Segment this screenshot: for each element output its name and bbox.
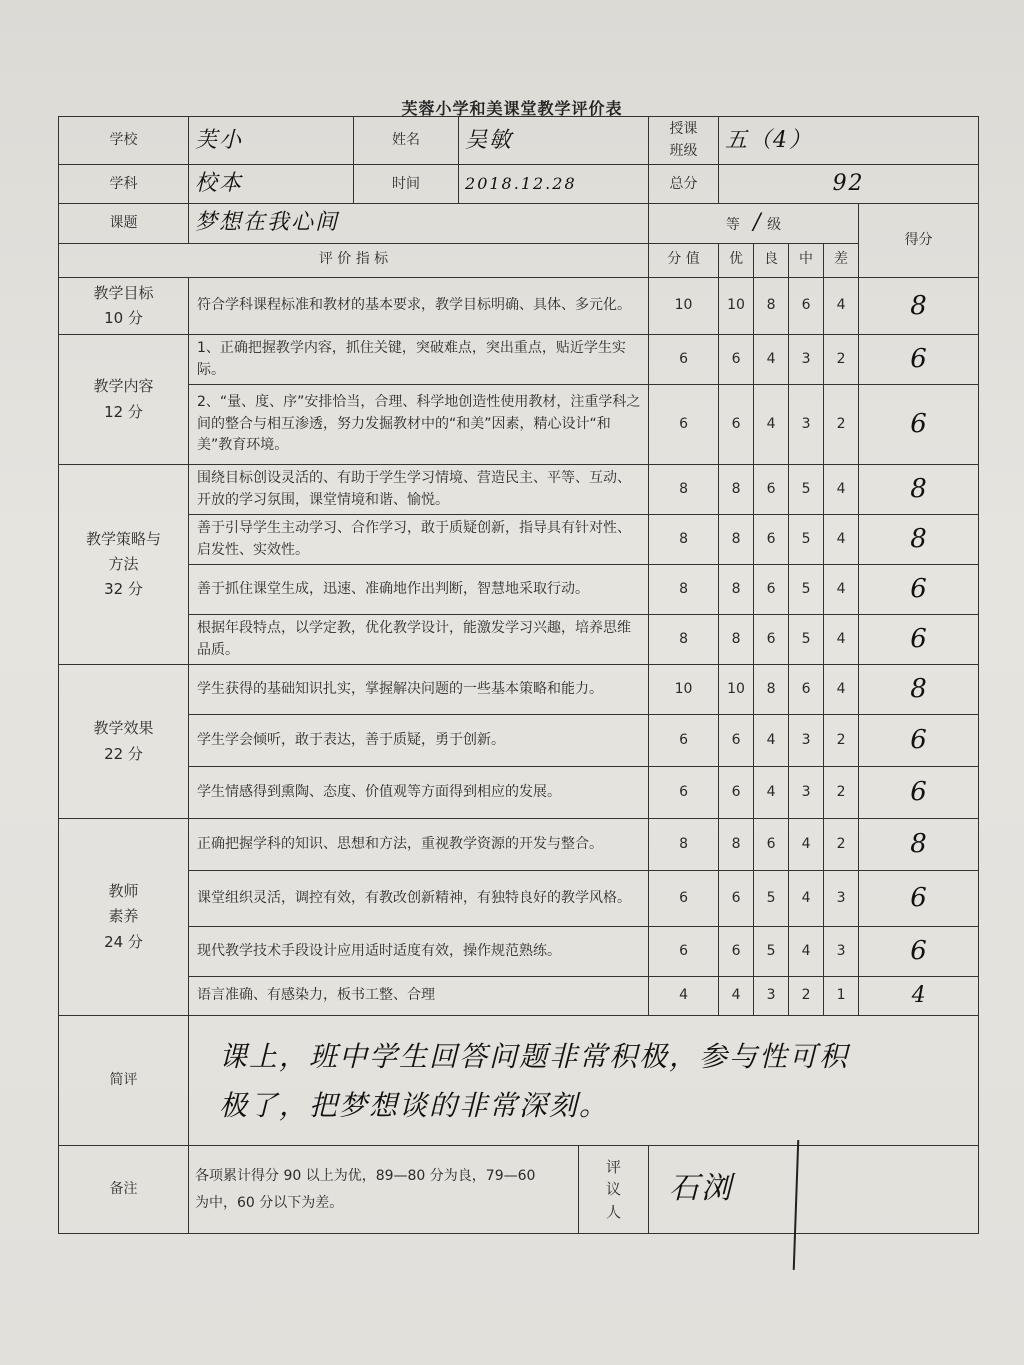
header-row-school: [59, 117, 979, 165]
col-medium: 中: [789, 243, 824, 277]
comment-row: [59, 1016, 979, 1146]
table-row: 教学策略与 方法 32 分 围绕目标创设灵活的、有助于学生学习情境、营造民主、平等、互动、开放的学习氛围，课堂情境和谐、愉悦。 8 8 6 5 4 8: [59, 465, 979, 515]
school-value: 芙小: [189, 117, 354, 165]
table-row: 教学内容 12 分 1、正确把握教学内容，抓住关键，突破难点，突出重点，贴近学生实际。 6 6 4 3 2 6: [59, 335, 979, 385]
time-value: 2018.12.28: [459, 165, 649, 204]
category-strategy: 教学策略与 方法 32 分: [59, 465, 189, 665]
subject-label: 学科: [59, 165, 189, 204]
header-row-subject: [59, 165, 979, 204]
score-cell: 6: [859, 767, 979, 819]
score-cell: 6: [859, 335, 979, 385]
table-row: 课堂组织灵活，调控有效，有教改创新精神，有独特良好的教学风格。 6 6 5 4 3 6: [59, 871, 979, 927]
score-cell: 8: [859, 465, 979, 515]
score-cell: 4: [859, 977, 979, 1016]
table-row: 教学目标 10 分 符合学科课程标准和教材的基本要求，教学目标明确、具体、多元化。 10 10 8 6 4 8: [59, 277, 979, 335]
table-row: 现代教学技术手段设计应用适时适度有效，操作规范熟练。 6 6 5 4 3 6: [59, 927, 979, 977]
score-cell: 6: [859, 385, 979, 465]
topic-value: 梦想在我心间: [189, 204, 649, 243]
header-row-columns: [59, 243, 979, 277]
reviewer-signature: 石浏: [649, 1146, 979, 1234]
col-value: 分 值: [649, 243, 719, 277]
total-value: 92: [719, 165, 979, 204]
name-value: 吴敏: [459, 117, 649, 165]
category-content: 教学内容 12 分: [59, 335, 189, 465]
score-cell: 8: [859, 819, 979, 871]
table-row: 学生学会倾听，敢于表达，善于质疑，勇于创新。 6 6 4 3 2 6: [59, 715, 979, 767]
remark-text: 各项累计得分 90 以上为优，89—80 分为良，79—60 为中，60 分以下为差。: [189, 1146, 579, 1234]
remark-label: 备注: [59, 1146, 189, 1234]
score-cell: 6: [859, 927, 979, 977]
name-label: 姓名: [354, 117, 459, 165]
reviewer-label: 评 议 人: [579, 1146, 649, 1234]
category-goal: 教学目标 10 分: [59, 277, 189, 335]
table-row: 教师 素养 24 分 正确把握学科的知识、思想和方法，重视教学资源的开发与整合。 8 8 6 4 2 8: [59, 819, 979, 871]
score-cell: 6: [859, 715, 979, 767]
score-cell: 6: [859, 871, 979, 927]
table-row: 语言准确、有感染力，板书工整、合理 4 4 3 2 1 4: [59, 977, 979, 1016]
table-row: 根据年段特点，以学定教，优化教学设计，能激发学习兴趣，培养思维品质。 8 8 6 5 4 6: [59, 615, 979, 665]
score-cell: 8: [859, 665, 979, 715]
col-good: 良: [754, 243, 789, 277]
table-row: 教学效果 22 分 学生获得的基础知识扎实，掌握解决问题的一些基本策略和能力。 10 10 8 6 4 8: [59, 665, 979, 715]
evaluation-table: [58, 116, 979, 1234]
total-label: 总分: [649, 165, 719, 204]
class-value: 五（4）: [719, 117, 979, 165]
table-row: 学生情感得到熏陶、态度、价值观等方面得到相应的发展。 6 6 4 3 2 6: [59, 767, 979, 819]
col-excellent: 优: [719, 243, 754, 277]
indicator-header: 评 价 指 标: [59, 243, 649, 277]
score-cell: 6: [859, 565, 979, 615]
header-row-topic: [59, 204, 979, 243]
topic-label: 课题: [59, 204, 189, 243]
score-cell: 6: [859, 615, 979, 665]
form-title: 芙蓉小学和美课堂教学评价表: [401, 99, 623, 118]
table-row: 善于引导学生主动学习、合作学习，敢于质疑创新，指导具有针对性、启发性、实效性。 8 8 6 5 4 8: [59, 515, 979, 565]
grade-header: 等 / 级: [649, 204, 859, 243]
score-cell: 8: [859, 515, 979, 565]
remark-row: [59, 1146, 979, 1234]
comment-label: 简评: [59, 1016, 189, 1146]
col-poor: 差: [824, 243, 859, 277]
category-effect: 教学效果 22 分: [59, 665, 189, 819]
table-row: 善于抓住课堂生成，迅速、准确地作出判断，智慧地采取行动。 8 8 6 5 4 6: [59, 565, 979, 615]
subject-value: 校本: [189, 165, 354, 204]
time-label: 时间: [354, 165, 459, 204]
comment-text: 课上，班中学生回答问题非常积极，参与性可积 极了，把梦想谈的非常深刻。: [189, 1016, 979, 1146]
score-header: 得分: [859, 204, 979, 277]
class-label: 授课 班级: [649, 117, 719, 165]
table-row: 2、“量、度、序”安排恰当，合理、科学地创造性使用教材，注重学科之间的整合与相互渗透，努力发掘教材中的“和美”因素，精心设计“和美”教育环境。 6 6 4 3 2 6: [59, 385, 979, 465]
category-teacher: 教师 素养 24 分: [59, 819, 189, 1016]
school-label: 学校: [59, 117, 189, 165]
score-cell: 8: [859, 277, 979, 335]
